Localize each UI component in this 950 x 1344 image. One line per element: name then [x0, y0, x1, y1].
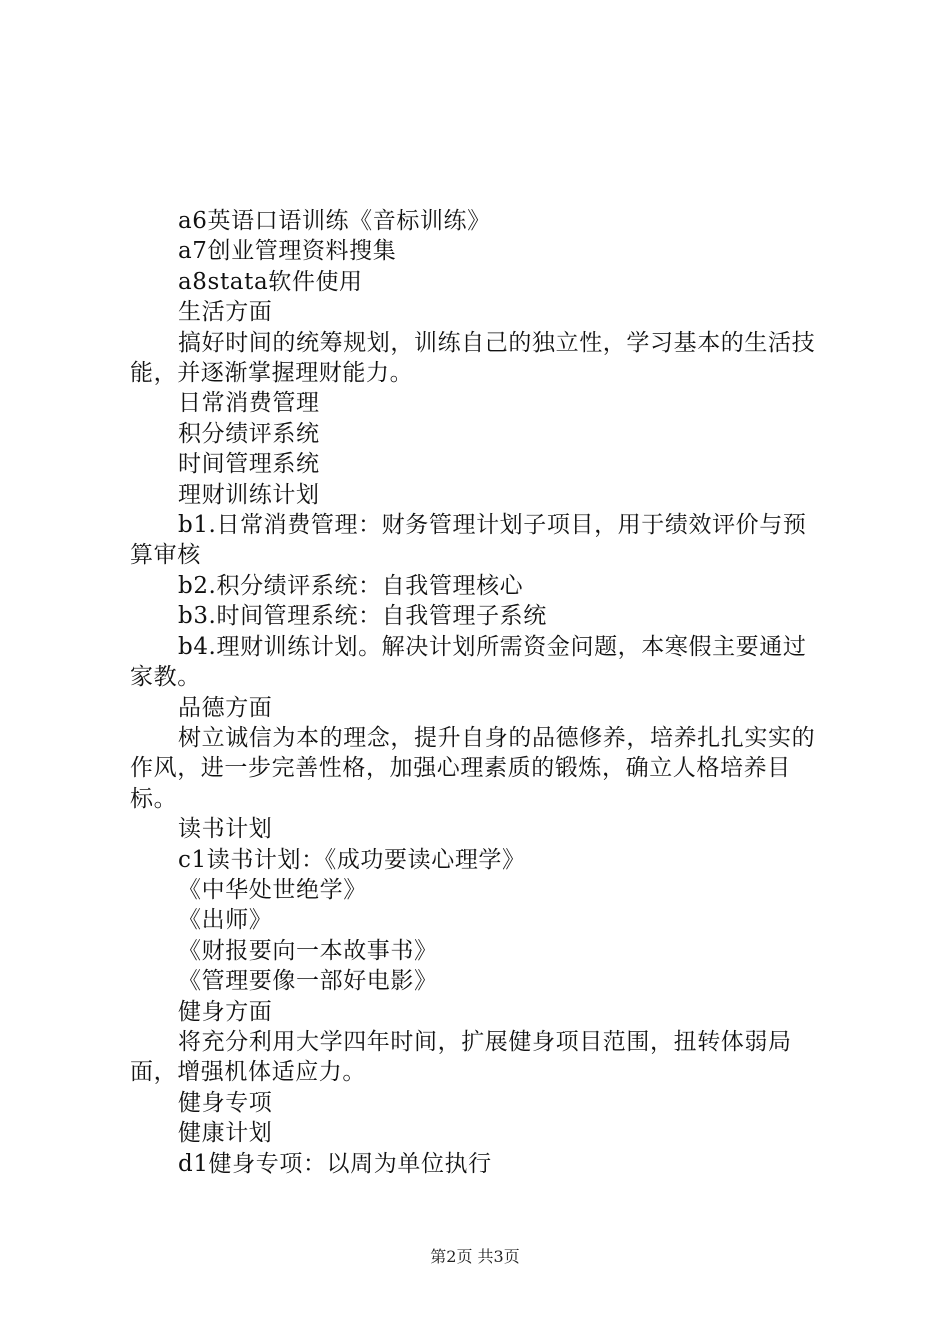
list-item-time-system: 时间管理系统: [178, 451, 320, 478]
list-item-finance-plan: 理财训练计划: [178, 481, 320, 508]
book-title-4: 《管理要像一部好电影》: [178, 968, 438, 995]
list-item-fitness-special: 健身专项: [178, 1089, 273, 1116]
list-item-points-system: 积分绩评系统: [178, 420, 320, 447]
section-heading-life: 生活方面: [178, 299, 273, 326]
book-title-1: 《中华处世绝学》: [178, 876, 367, 903]
book-title-3: 《财报要向一本故事书》: [178, 937, 438, 964]
page-number-footer: 第2页 共3页: [430, 1247, 520, 1266]
paragraph-a7: a7创业管理资料搜集: [178, 238, 397, 265]
paragraph-b4: b4.理财训练计划。解决计划所需资金问题，本寒假主要通过家教。: [130, 633, 807, 691]
paragraph-b2: b2.积分绩评系统：自我管理核心: [178, 572, 524, 599]
book-title-2: 《出师》: [178, 907, 273, 934]
list-item-health-plan: 健康计划: [178, 1120, 273, 1147]
paragraph-morality-description: 树立诚信为本的理念，提升自身的品德修养，培养扎扎实实的作风，进一步完善性格，加强心理素质的锻炼，确立人格培养目标。: [130, 724, 816, 812]
document-body: [130, 206, 830, 1179]
section-heading-fitness: 健身方面: [178, 998, 273, 1025]
paragraph-c1: c1读书计划：《成功要读心理学》: [178, 846, 526, 873]
section-heading-morality: 品德方面: [178, 694, 273, 721]
list-item-daily-expense: 日常消费管理: [178, 390, 320, 417]
paragraph-d1: d1健身专项：以周为单位执行: [178, 1150, 492, 1177]
paragraph-a6: a6英语口语训练《音标训练》: [178, 208, 491, 234]
paragraph-life-description: 搞好时间的统筹规划，训练自己的独立性，学习基本的生活技能，并逐渐掌握理财能力。: [130, 329, 816, 387]
paragraph-a8: a8stata软件使用: [178, 268, 363, 295]
paragraph-b3: b3.时间管理系统：自我管理子系统: [178, 603, 547, 630]
paragraph-b1: b1.日常消费管理：财务管理计划子项目，用于绩效评价与预算审核: [130, 512, 807, 569]
paragraph-fitness-description: 将充分利用大学四年时间，扩展健身项目范围，扭转体弱局面，增强机体适应力。: [130, 1028, 792, 1086]
section-heading-reading: 读书计划: [178, 816, 273, 843]
